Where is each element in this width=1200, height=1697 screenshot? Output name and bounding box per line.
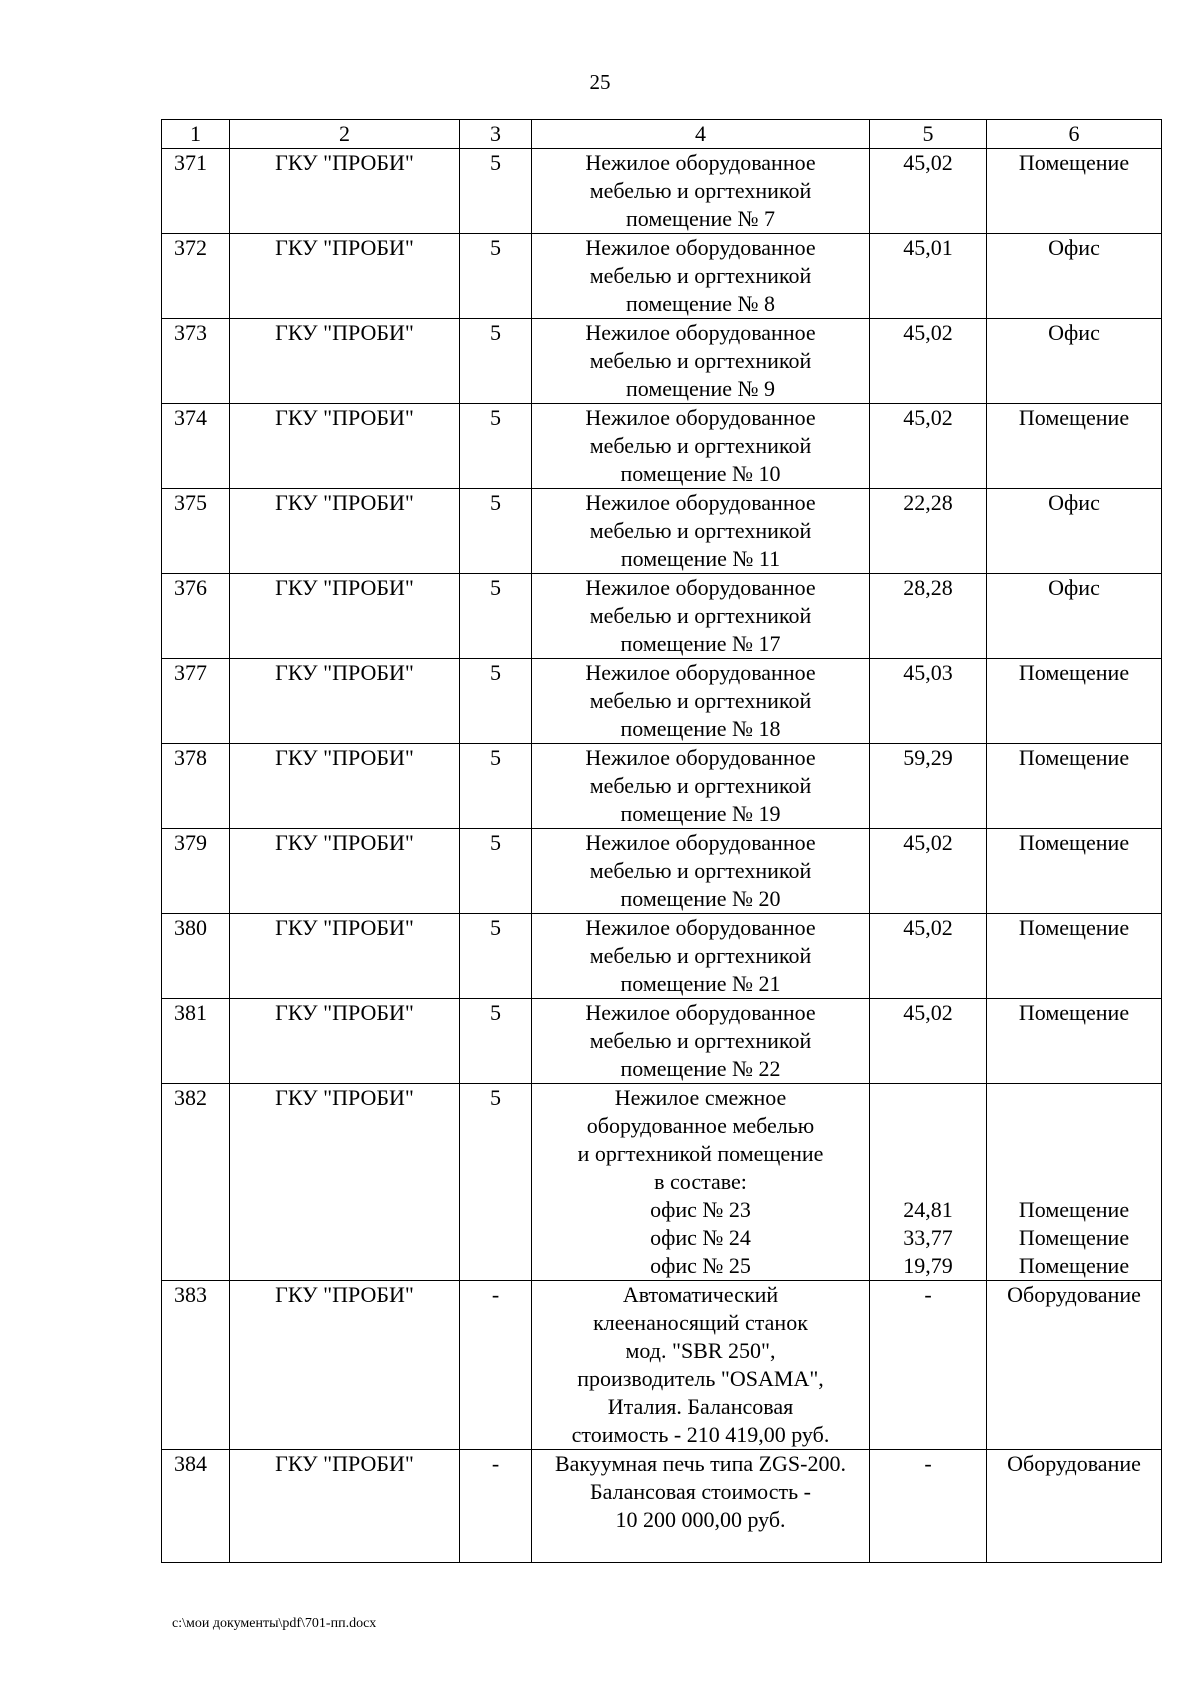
floor-cell: 5 [460, 234, 532, 319]
organization-cell: ГКУ "ПРОБИ" [230, 489, 460, 574]
description-cell-line: помещение № 9 [625, 376, 776, 401]
type-cell [987, 404, 1162, 489]
area-cell [870, 744, 987, 829]
area-cell-line: 33,77 [903, 1225, 953, 1250]
description-cell-line: оборудованное мебелью [586, 1113, 815, 1138]
area-cell-line: 45,02 [903, 830, 953, 855]
area-cell [870, 319, 987, 404]
organization-cell: ГКУ "ПРОБИ" [230, 914, 460, 999]
type-cell-line: Помещение [1018, 915, 1130, 940]
type-cell-line: Помещение [1018, 660, 1130, 685]
description-cell [532, 149, 870, 234]
area-cell [870, 659, 987, 744]
header-col-5: 5 [870, 120, 987, 149]
description-cell [532, 744, 870, 829]
row-number-cell: 383 [162, 1281, 230, 1450]
type-cell-line [991, 1168, 1157, 1196]
organization-cell: ГКУ "ПРОБИ" [230, 319, 460, 404]
description-cell-line: помещение № 8 [625, 291, 776, 316]
description-cell [532, 829, 870, 914]
type-cell [987, 659, 1162, 744]
organization-cell: ГКУ "ПРОБИ" [230, 404, 460, 489]
table-row [162, 829, 1162, 914]
organization-cell: ГКУ "ПРОБИ" [230, 999, 460, 1084]
type-cell [987, 914, 1162, 999]
row-number-cell: 374 [162, 404, 230, 489]
organization-cell: ГКУ "ПРОБИ" [230, 1084, 460, 1281]
area-cell-line: 24,81 [903, 1197, 953, 1222]
floor-cell: 5 [460, 744, 532, 829]
description-cell-line: помещение № 7 [625, 206, 776, 231]
description-cell-line: мебелью и оргтехникой [589, 688, 812, 713]
area-cell-line: 45,02 [903, 405, 953, 430]
description-cell-line: офис № 24 [650, 1225, 751, 1250]
area-cell [870, 234, 987, 319]
description-cell-line: мод. "SBR 250", [625, 1338, 776, 1363]
row-number-cell: 375 [162, 489, 230, 574]
floor-cell: - [460, 1281, 532, 1450]
floor-cell: 5 [460, 489, 532, 574]
description-cell-line: помещение № 10 [620, 461, 781, 486]
table-row [162, 319, 1162, 404]
table-row [162, 489, 1162, 574]
area-cell-line: 28,28 [903, 575, 953, 600]
table-row [162, 1084, 1162, 1281]
type-cell-line [991, 1084, 1157, 1112]
type-cell [987, 829, 1162, 914]
description-cell [532, 234, 870, 319]
type-cell-line: Помещение [1018, 830, 1130, 855]
area-cell [870, 489, 987, 574]
description-cell-line: Нежилое оборудованное [585, 660, 816, 685]
description-cell-line: и оргтехникой помещение [577, 1141, 824, 1166]
description-cell [532, 489, 870, 574]
description-cell-line: Нежилое оборудованное [585, 150, 816, 175]
description-cell-line: Италия. Балансовая [607, 1394, 794, 1419]
description-cell [532, 914, 870, 999]
type-cell [987, 1450, 1162, 1563]
type-cell-line: Офис [1048, 235, 1100, 260]
description-cell-line: производитель "OSAMA", [577, 1366, 824, 1391]
row-number-cell: 372 [162, 234, 230, 319]
area-cell-line: 45,01 [903, 235, 953, 260]
type-cell-line: Офис [1048, 320, 1100, 345]
type-cell-line: Офис [1048, 490, 1100, 515]
row-number-cell: 382 [162, 1084, 230, 1281]
row-number-cell: 380 [162, 914, 230, 999]
header-col-1: 1 [162, 120, 230, 149]
floor-cell: 5 [460, 999, 532, 1084]
description-cell-line: Нежилое оборудованное [585, 830, 816, 855]
type-cell-line: Помещение [1018, 745, 1130, 770]
type-cell [987, 1084, 1162, 1281]
floor-cell: 5 [460, 829, 532, 914]
type-cell [987, 489, 1162, 574]
type-cell-line [991, 1140, 1157, 1168]
type-cell-line [991, 1112, 1157, 1140]
table-row [162, 234, 1162, 319]
row-number-cell: 381 [162, 999, 230, 1084]
floor-cell: 5 [460, 1084, 532, 1281]
property-table [161, 119, 1162, 1563]
description-cell-line: Нежилое оборудованное [585, 745, 816, 770]
description-cell-line: мебелью и оргтехникой [589, 1028, 812, 1053]
organization-cell: ГКУ "ПРОБИ" [230, 149, 460, 234]
area-cell-line: 45,03 [903, 660, 953, 685]
type-cell-line: Оборудование [1007, 1282, 1141, 1307]
area-cell [870, 1084, 987, 1281]
row-number-cell: 378 [162, 744, 230, 829]
floor-cell: 5 [460, 149, 532, 234]
type-cell-line: Помещение [1018, 150, 1130, 175]
description-cell-line: Нежилое оборудованное [585, 1000, 816, 1025]
row-number-cell: 379 [162, 829, 230, 914]
description-cell [532, 1281, 870, 1450]
table-row [162, 574, 1162, 659]
row-number-cell: 371 [162, 149, 230, 234]
type-cell [987, 999, 1162, 1084]
organization-cell: ГКУ "ПРОБИ" [230, 1450, 460, 1563]
organization-cell: ГКУ "ПРОБИ" [230, 234, 460, 319]
description-cell-line: помещение № 17 [620, 631, 781, 656]
description-cell [532, 404, 870, 489]
description-cell-line: клеенаносящий станок [593, 1310, 808, 1335]
description-cell-line: мебелью и оргтехникой [589, 433, 812, 458]
description-cell-line: помещение № 22 [620, 1056, 781, 1081]
organization-cell: ГКУ "ПРОБИ" [230, 829, 460, 914]
description-cell-line: Автоматический [622, 1282, 779, 1307]
description-cell [532, 659, 870, 744]
area-cell [870, 404, 987, 489]
description-cell-line: Нежилое оборудованное [585, 320, 816, 345]
table-row [162, 149, 1162, 234]
description-cell [532, 319, 870, 404]
description-cell-line: стоимость - 210 419,00 руб. [571, 1422, 830, 1447]
description-cell [532, 1084, 870, 1281]
organization-cell: ГКУ "ПРОБИ" [230, 659, 460, 744]
table-row [162, 659, 1162, 744]
area-cell-line: 45,02 [903, 320, 953, 345]
description-cell-line: Балансовая стоимость - [590, 1479, 811, 1504]
description-cell-line: мебелью и оргтехникой [589, 178, 812, 203]
table-row [162, 404, 1162, 489]
floor-cell: - [460, 1450, 532, 1563]
table-row [162, 744, 1162, 829]
type-cell-line: Помещение [1018, 1225, 1130, 1250]
description-cell-line: Нежилое смежное [614, 1085, 787, 1110]
area-cell [870, 914, 987, 999]
description-cell-line: мебелью и оргтехникой [589, 603, 812, 628]
description-cell-line: офис № 25 [650, 1253, 751, 1278]
description-cell-line: помещение № 18 [620, 716, 781, 741]
area-cell [870, 1450, 987, 1563]
row-number-cell: 384 [162, 1450, 230, 1563]
organization-cell: ГКУ "ПРОБИ" [230, 744, 460, 829]
table-row [162, 999, 1162, 1084]
description-cell-line: Нежилое оборудованное [585, 575, 816, 600]
type-cell-line: Помещение [1018, 1000, 1130, 1025]
floor-cell: 5 [460, 914, 532, 999]
description-cell-line: Нежилое оборудованное [585, 405, 816, 430]
type-cell [987, 574, 1162, 659]
description-cell [532, 999, 870, 1084]
type-cell [987, 744, 1162, 829]
type-cell [987, 234, 1162, 319]
area-cell [870, 999, 987, 1084]
description-cell-line: 10 200 000,00 руб. [615, 1507, 786, 1532]
description-cell-line: мебелью и оргтехникой [589, 858, 812, 883]
description-cell-line: мебелью и оргтехникой [589, 773, 812, 798]
page-number: 25 [589, 70, 611, 94]
area-cell [870, 574, 987, 659]
description-cell-line: Вакуумная печь типа ZGS-200. [554, 1451, 846, 1476]
description-cell-line: помещение № 20 [620, 886, 781, 911]
type-cell [987, 149, 1162, 234]
table-row [162, 1281, 1162, 1450]
area-cell-line [874, 1112, 982, 1140]
type-cell [987, 1281, 1162, 1450]
area-cell-line: 45,02 [903, 1000, 953, 1025]
table-row [162, 1450, 1162, 1563]
description-cell-line: офис № 23 [650, 1197, 751, 1222]
description-cell [532, 574, 870, 659]
description-cell-line: мебелью и оргтехникой [589, 518, 812, 543]
description-cell-line: Нежилое оборудованное [585, 915, 816, 940]
description-cell-line: помещение № 21 [620, 971, 781, 996]
area-cell-line: 45,02 [903, 150, 953, 175]
table-row [162, 914, 1162, 999]
area-cell-line: 45,02 [903, 915, 953, 940]
area-cell-line: 19,79 [903, 1253, 953, 1278]
header-col-6: 6 [987, 120, 1162, 149]
area-cell-line: 22,28 [903, 490, 953, 515]
floor-cell: 5 [460, 574, 532, 659]
description-cell [532, 1450, 870, 1563]
header-row [162, 120, 1162, 149]
header-col-4: 4 [532, 120, 870, 149]
type-cell-line: Оборудование [1007, 1451, 1141, 1476]
area-cell [870, 149, 987, 234]
description-cell-line: в составе: [654, 1169, 747, 1194]
file-path-footer: c:\мои документы\pdf\701-пп.docx [172, 1616, 377, 1631]
area-cell-line [874, 1168, 982, 1196]
description-cell-line: Нежилое оборудованное [585, 490, 816, 515]
description-cell-line: помещение № 19 [620, 801, 781, 826]
description-cell-line: помещение № 11 [620, 546, 781, 571]
description-cell-line: мебелью и оргтехникой [589, 348, 812, 373]
row-number-cell: 373 [162, 319, 230, 404]
table-body [162, 149, 1162, 1563]
type-cell-line: Помещение [1018, 1197, 1130, 1222]
row-number-cell: 376 [162, 574, 230, 659]
area-cell-line [874, 1140, 982, 1168]
description-cell-line: мебелью и оргтехникой [589, 943, 812, 968]
organization-cell: ГКУ "ПРОБИ" [230, 1281, 460, 1450]
description-cell-line: мебелью и оргтехникой [589, 263, 812, 288]
area-cell [870, 829, 987, 914]
floor-cell: 5 [460, 319, 532, 404]
row-number-cell: 377 [162, 659, 230, 744]
header-col-2: 2 [230, 120, 460, 149]
area-cell-line [874, 1084, 982, 1112]
type-cell [987, 319, 1162, 404]
floor-cell: 5 [460, 659, 532, 744]
area-cell [870, 1281, 987, 1450]
header-col-3: 3 [460, 120, 532, 149]
organization-cell: ГКУ "ПРОБИ" [230, 574, 460, 659]
type-cell-line: Помещение [1018, 405, 1130, 430]
area-cell-line: 59,29 [903, 745, 953, 770]
floor-cell: 5 [460, 404, 532, 489]
area-cell-line: - [924, 1451, 932, 1476]
area-cell-line: - [924, 1282, 932, 1307]
description-cell-line: Нежилое оборудованное [585, 235, 816, 260]
type-cell-line: Офис [1048, 575, 1100, 600]
type-cell-line: Помещение [1018, 1253, 1130, 1278]
